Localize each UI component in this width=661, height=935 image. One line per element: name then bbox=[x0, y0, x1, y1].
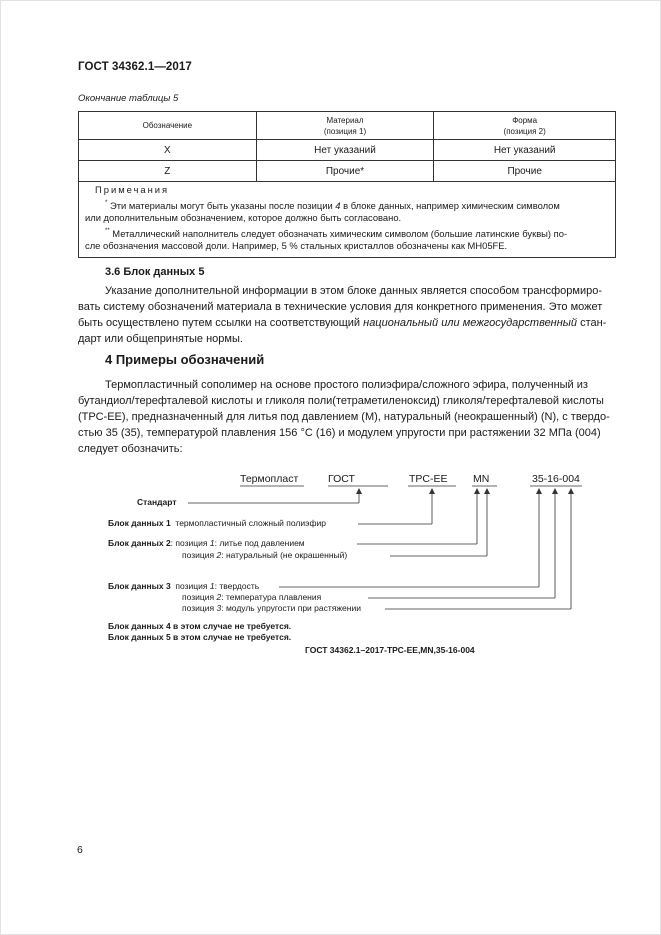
paragraph-line: следует обозначить: bbox=[78, 443, 183, 455]
paragraph-line: (ТРС-ЕЕ), предназначенный для литья под давлением (М), натуральный (неокрашенный) (N), с твердо- bbox=[78, 411, 610, 423]
page-number: 6 bbox=[77, 844, 83, 856]
paragraph-line: Указание дополнительной информации в этом блоке данных является способом трансформиро- bbox=[105, 285, 602, 297]
paragraph-line: Термопластичный сополимер на основе простого полиэфира/сложного эфира, полученный из bbox=[105, 379, 588, 391]
notes-title: Примечания bbox=[95, 184, 170, 195]
table-cell: Нет указаний bbox=[256, 140, 434, 161]
diagram-block1: Блок данных 1 термопластичный сложный полиэфир bbox=[108, 518, 326, 528]
table-cell: X bbox=[79, 140, 257, 161]
diagram-item-tpc-ee: TPC-EE bbox=[409, 473, 448, 485]
diagram-block3-pos1: Блок данных 3 позиция 1: твердость bbox=[108, 581, 260, 591]
diagram-block2-pos1: Блок данных 2: позиция 1: литье под давлением bbox=[108, 538, 305, 548]
diagram-block3-pos2: позиция 2: температура плавления bbox=[182, 592, 322, 602]
paragraph-line: бутандиол/терефталевой кислоты и гликоля поли(тетраметиленоксид) гликоля/терефталевой кислоты bbox=[78, 395, 604, 407]
diagram-block2-pos2: позиция 2: натуральный (не окрашенный) bbox=[182, 550, 348, 560]
diagram-block5-note: Блок данных 5 в этом случае не требуется. bbox=[108, 632, 292, 642]
diagram-block3-pos3: позиция 3: модуль упругости при растяжении bbox=[182, 603, 361, 613]
diagram-item-gost: ГОСТ bbox=[328, 473, 355, 485]
table-cell: Прочие* bbox=[256, 161, 434, 182]
table-caption: Окончание таблицы 5 bbox=[78, 93, 179, 104]
table-header-cell: Форма (позиция 2) bbox=[434, 112, 616, 140]
designation-result: ГОСТ 34362.1–2017-ТРС-ЕЕ,MN,35-16-004 bbox=[305, 645, 475, 655]
section-3-6-heading: 3.6 Блок данных 5 bbox=[105, 266, 205, 278]
table-cell: Прочие bbox=[434, 161, 616, 182]
table-header-cell: Материал (позиция 1) bbox=[256, 112, 434, 140]
paragraph-line: стью 35 (35), температурой плавления 156 °С (16) и модулем упругости при растяжении 32 МПа (004) bbox=[78, 427, 601, 439]
document-header: ГОСТ 34362.1—2017 bbox=[78, 61, 192, 73]
note-2: ** Металлический наполнитель следует обозначать химическим символом (большие латинские буквы) по- bbox=[105, 227, 568, 239]
note-1: * Эти материалы могут быть указаны после позиции 4 в блоке данных, например химическим символом bbox=[105, 199, 560, 211]
note-1-continued: или дополнительным обозначением, которое должно быть согласовано. bbox=[85, 212, 402, 223]
diagram-standard-label: Стандарт bbox=[137, 497, 177, 507]
section-4-heading: 4 Примеры обозначений bbox=[105, 352, 265, 367]
table-header-cell: Обозначение bbox=[79, 112, 257, 140]
paragraph-line: быть осуществлено путем ссылки на соответствующий национальный или межгосударственный стан- bbox=[78, 317, 607, 329]
paragraph-line: дарт или общепринятые нормы. bbox=[78, 333, 243, 345]
diagram-item-mn: MN bbox=[473, 473, 490, 485]
diagram-item-properties: 35-16-004 bbox=[532, 473, 580, 485]
note-2-continued: сле обозначения массовой доли. Например, 5 % стальных кристаллов обозначены как МН05FE. bbox=[85, 240, 508, 251]
diagram-block4-note: Блок данных 4 в этом случае не требуется. bbox=[108, 621, 292, 631]
diagram-item-thermoplast: Термопласт bbox=[240, 473, 299, 485]
paragraph-line: вать систему обозначений материала в технические условия для конкретного применения. Это может bbox=[78, 301, 603, 313]
table-cell: Нет указаний bbox=[434, 140, 616, 161]
table-cell: Z bbox=[79, 161, 257, 182]
